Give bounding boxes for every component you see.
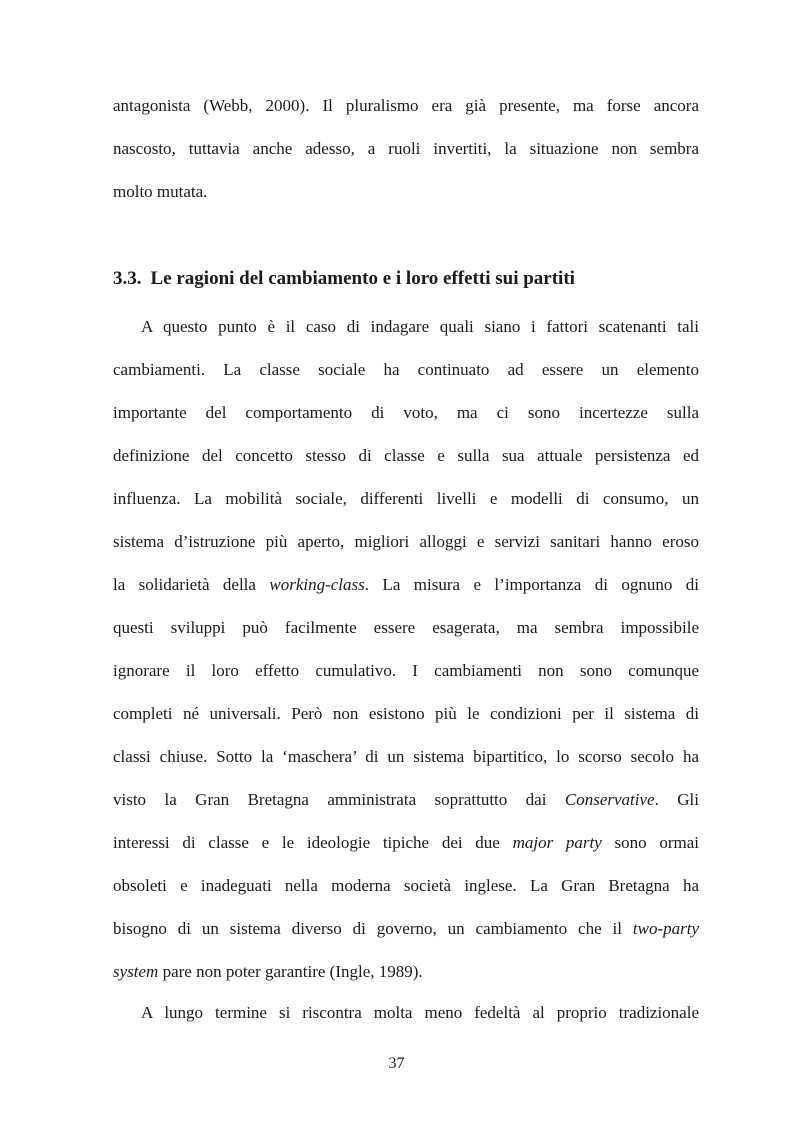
- text-run: completi né universali. Però non esistono più le condizioni per il sistema di: [113, 704, 699, 723]
- text-run: cambiamenti. La classe sociale ha continuato ad essere un elemento: [113, 360, 699, 379]
- italic-term: working-class: [269, 575, 365, 594]
- paragraph-line: [113, 446, 699, 466]
- text-run: importante del comportamento di voto, ma ci sono incertezze sulla: [113, 403, 699, 422]
- text-run: la solidarietà della: [113, 575, 270, 594]
- paragraph-line: [113, 575, 699, 595]
- text-run: molto mutata.: [113, 182, 208, 201]
- paragraph-line: [113, 532, 699, 552]
- paragraph-line: [113, 790, 699, 810]
- text-run: sistema d’istruzione più aperto, migliori alloggi e servizi sanitari hanno eroso: [113, 532, 699, 551]
- text-run: obsoleti e inadeguati nella moderna società inglese. La Gran Bretagna ha: [113, 876, 699, 895]
- paragraph-line: [113, 661, 699, 681]
- section-title: Le ragioni del cambiamento e i loro effetti sui partiti: [150, 268, 575, 289]
- text-run: nascosto, tuttavia anche adesso, a ruoli invertiti, la situazione non sembra: [113, 139, 699, 158]
- text-run: bisogno di un sistema diverso di governo, un cambiamento che il: [113, 919, 633, 938]
- italic-term: major party: [512, 833, 602, 852]
- paragraph-line: [113, 403, 699, 423]
- paragraph-line: [113, 96, 699, 116]
- text-run: sono ormai: [601, 833, 699, 852]
- paragraph-line: [113, 962, 699, 982]
- text-run: pare non poter garantire (Ingle, 1989).: [158, 962, 423, 981]
- paragraph-line: [113, 489, 699, 509]
- italic-term: Conservative: [564, 790, 655, 809]
- text-run: antagonista (Webb, 2000). Il pluralismo era già presente, ma forse ancora: [113, 96, 699, 115]
- text-run: . Gli: [654, 790, 699, 809]
- paragraph-line: [113, 360, 699, 380]
- text-run: A questo punto è il caso di indagare quali siano i fattori scatenanti tali: [141, 317, 699, 336]
- text-run: ignorare il loro effetto cumulativo. I cambiamenti non sono comunque: [113, 661, 699, 680]
- paragraph-line: [113, 182, 699, 202]
- section-number: 3.3.: [113, 268, 142, 289]
- text-run: visto la Gran Bretagna amministrata soprattutto dai: [113, 790, 565, 809]
- page-number: 37: [388, 1055, 405, 1072]
- paragraph-line: [113, 139, 699, 159]
- italic-term: two-party: [632, 919, 699, 938]
- text-run: influenza. La mobilità sociale, differenti livelli e modelli di consumo, un: [113, 489, 699, 508]
- text-run: definizione del concetto stesso di classe e sulla sua attuale persistenza ed: [113, 446, 699, 465]
- section-heading: [113, 268, 575, 290]
- paragraph-line: [141, 1003, 699, 1023]
- paragraph-line: [113, 833, 699, 853]
- text-run: questi sviluppi può facilmente essere esagerata, ma sembra impossibile: [113, 618, 699, 637]
- text-run: A lungo termine si riscontra molta meno fedeltà al proprio tradizionale: [141, 1003, 699, 1022]
- paragraph-line: [141, 317, 699, 337]
- paragraph-line: [113, 704, 699, 724]
- paragraph-line: [113, 747, 699, 767]
- paragraph-line: [113, 919, 699, 939]
- paragraph-line: [113, 618, 699, 638]
- text-run: . La misura e l’importanza di ognuno di: [364, 575, 699, 594]
- paragraph-line: [113, 876, 699, 896]
- italic-term: system: [113, 962, 159, 981]
- text-run: classi chiuse. Sotto la ‘maschera’ di un sistema bipartitico, lo scorso secolo ha: [113, 747, 699, 766]
- text-run: interessi di classe e le ideologie tipiche dei due: [113, 833, 513, 852]
